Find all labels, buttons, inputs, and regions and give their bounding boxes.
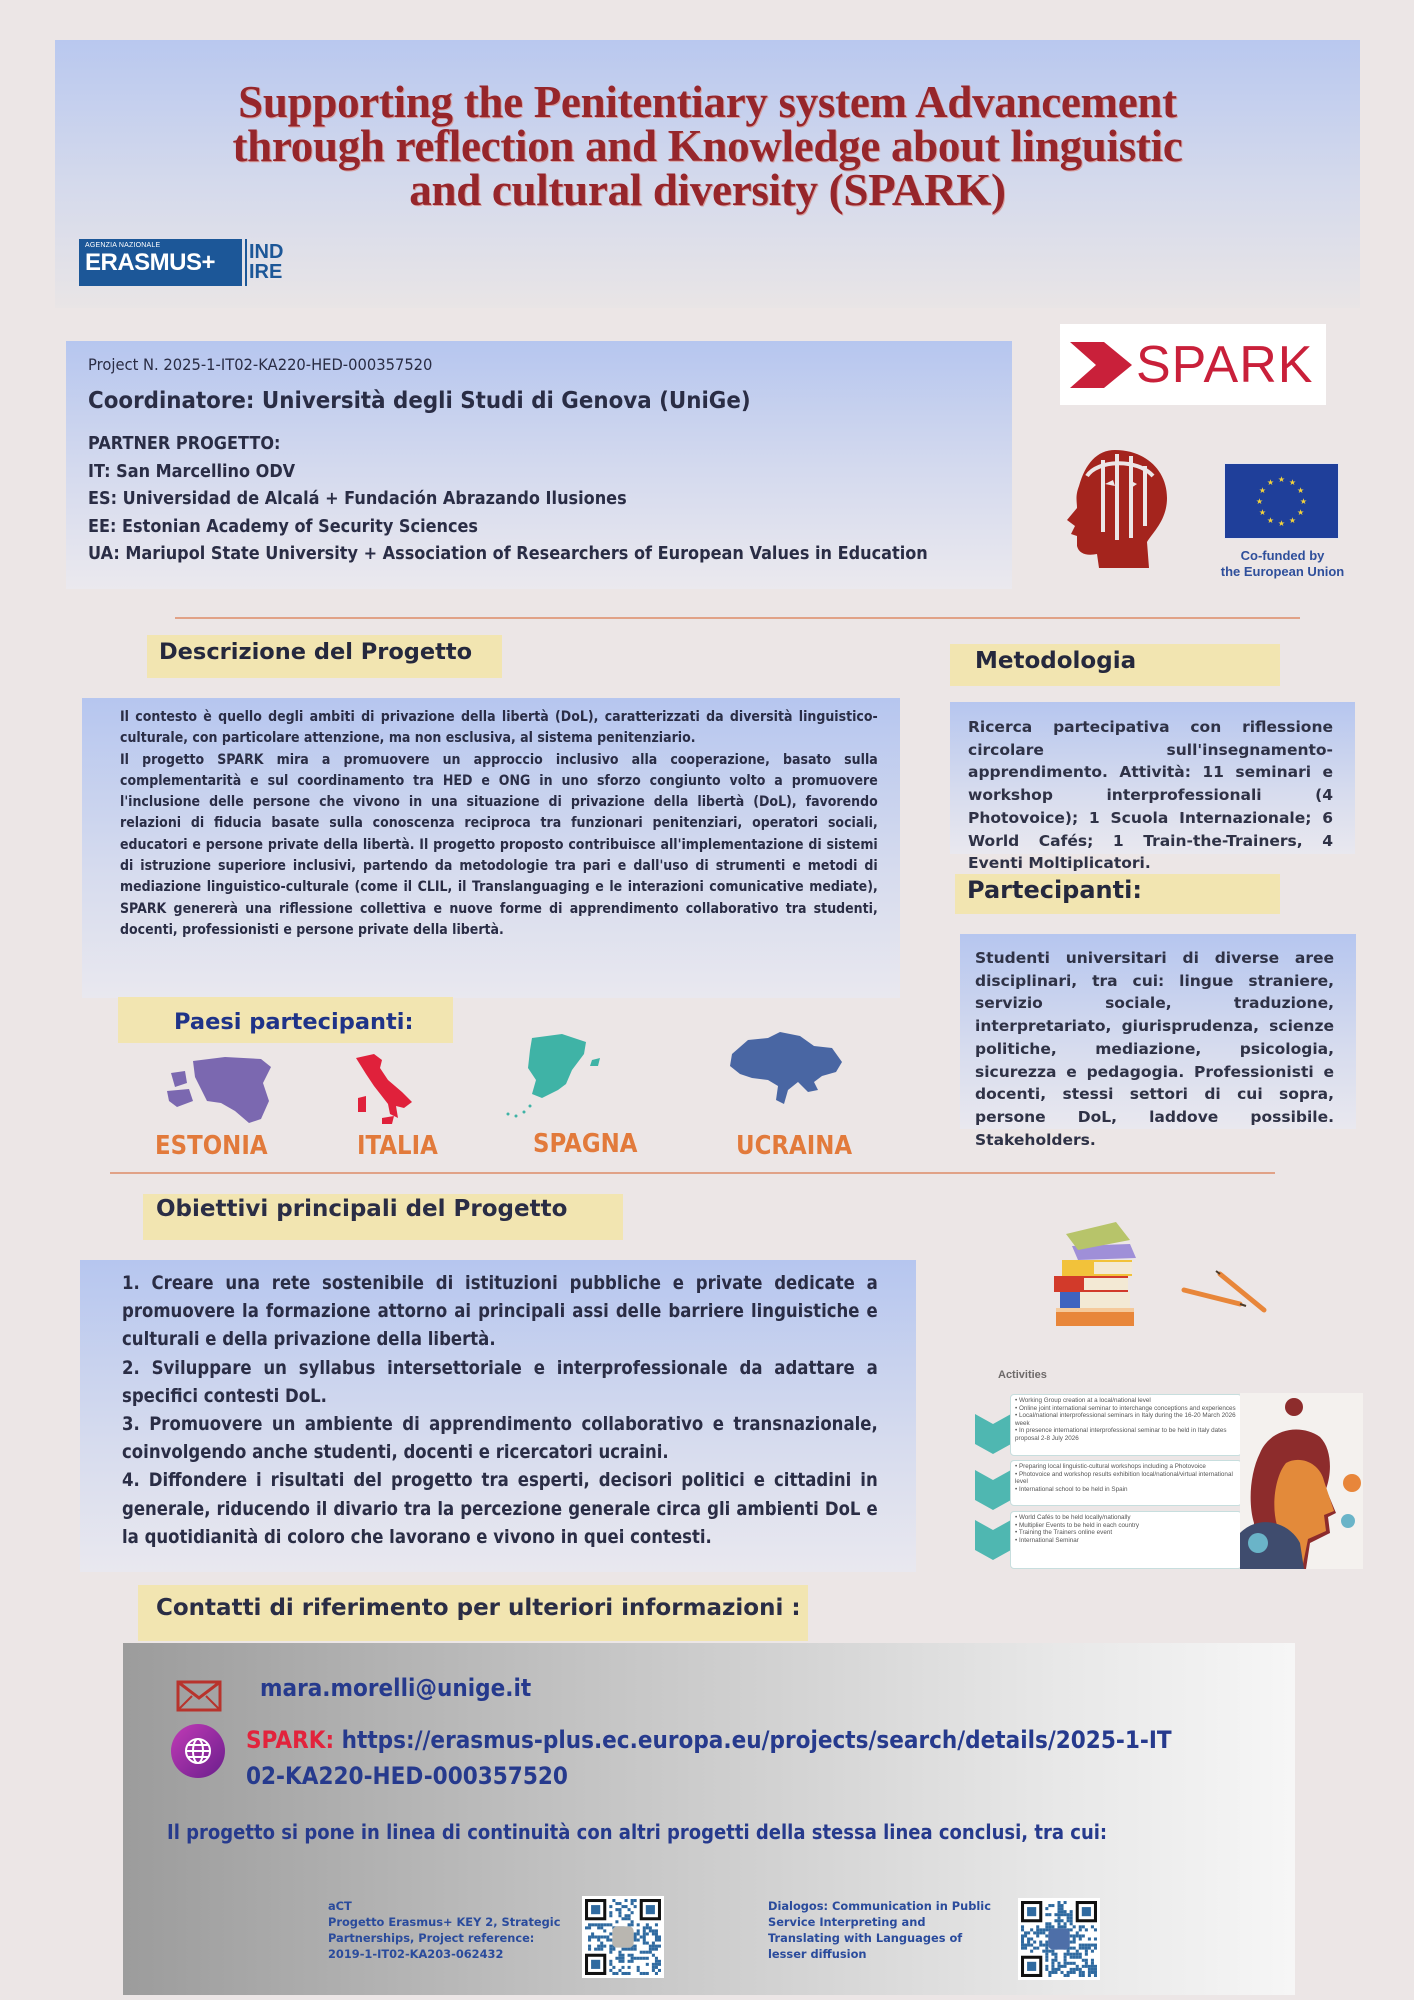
eu-star-icon: ★ [1299,497,1308,506]
erasmus-indire-logo [79,239,283,286]
related-project-line: lesser diffusion [768,1947,867,1961]
obiettivo-item: 3. Promuovere un ambiente di apprendimento collaborativo e transnazionale, coinvolgendo anche studenti, docenti e ricercatori ucraini. [122,1414,878,1464]
eu-stars-icon [1225,464,1338,538]
coordinator: Coordinatore: Università degli Studi di Genova (UniGe) [88,388,751,414]
contatti-title-text: Contatti di riferimento per ulteriori informazioni : [156,1595,801,1621]
activities-title: Activities [998,1369,1047,1381]
paesi-title [118,997,453,1043]
eu-caption-line: the European Union [1220,564,1345,579]
eu-star-icon: ★ [1258,486,1267,495]
metodologia-title [950,644,1280,686]
activity-item: • Working Group creation at a local/national level [1015,1397,1237,1405]
partecipanti-box [960,934,1356,1149]
activity-item: • International Seminar [1015,1537,1237,1545]
poster-title [55,77,1360,215]
descrizione-paragraph: Il contesto è quello degli ambiti di privazione della libertà (DoL), caratterizzati da diversità linguistico-culturale, con particolare attenzione, ma non esclusiva, al sistema penitenziario. [120,709,878,747]
partner-item: ES: Universidad de Alcalá + Fundación Abrazando Ilusiones [88,489,627,509]
spark-project-link[interactable] [246,1722,1182,1794]
obiettivo-item: 1. Creare una rete sostenibile di istituzioni pubbliche e private dedicate a promuovere la formazione attorno ai principali assi delle barriere linguistiche e culturali e della privazione della libertà. [122,1273,878,1351]
related-project-line: 2019-1-IT02-KA203-062432 [328,1947,504,1961]
descrizione-title [147,635,502,678]
title-line: through reflection and Knowledge about linguistic [232,121,1183,171]
globe-icon [170,1723,226,1779]
eu-cofunded-caption [1210,548,1355,580]
eu-flag [1224,463,1339,539]
books-icon [1050,1220,1145,1330]
mail-icon [176,1680,222,1712]
contatti-title [138,1585,808,1641]
activity-chevron-icon [975,1414,1011,1454]
eu-caption-line: Co-funded by [1240,548,1325,563]
activity-chevron-icon [975,1520,1011,1560]
activity-item: • Preparing local linguistic-cultural workshops including a Photovoice [1015,1463,1237,1471]
related-project-line: aCT [328,1899,352,1913]
obiettivi-box [80,1260,916,1572]
related-project-line: Translating with Languages of [768,1931,963,1945]
activity-item: • Online joint international seminar to interchange conceptions and experiences [1015,1405,1237,1413]
eu-star-icon: ★ [1277,475,1286,484]
qr-code-icon [1021,1901,1097,1977]
metodologia-text: Ricerca partecipativa con riflessione circolare sull'insegnamento-apprendimento. Attività: 11 seminari e workshop interprofessionali (4 Photovoice); 1 Scuola Internazionale; 6 World Cafés; 1 Train-the-Trainers, 4 Eventi Moltiplicatori. [968,718,1333,873]
partners-heading: PARTNER PROGETTO: [88,434,281,454]
related-project-line: Dialogos: Communication in Public [768,1899,991,1913]
country-label-ucraina: UCRAINA [736,1131,853,1161]
partecipanti-title [955,874,1280,914]
activity-item: • International school to be held in Spain [1015,1486,1237,1494]
eu-star-icon: ★ [1277,519,1286,528]
partner-item: IT: San Marcellino ODV [88,461,296,482]
erasmus-logo-box [79,239,242,286]
spark-logo-text: SPARK [1136,335,1314,394]
obiettivo-item: 4. Diffondere i risultati del progetto tra esperti, decisori politici e cittadini in generale, riducendo il divario tra la percezione generale circa gli ambienti DoL e la quotidianità di coloro che lavorano e vivono in quei contesti. [122,1470,878,1548]
qr-code-act[interactable] [582,1896,664,1978]
eu-star-icon: ★ [1266,477,1275,487]
descrizione-title-text: Descrizione del Progetto [159,639,473,665]
partner-item: EE: Estonian Academy of Security Sciences [88,516,479,537]
activity-group-second-year [1010,1460,1242,1506]
spain-map-icon [502,1032,606,1122]
related-project-line: Service Interpreting and [768,1915,926,1929]
poster-header [55,40,1360,308]
activity-group-third-year [1010,1511,1242,1569]
title-line: Supporting the Penitentiary system Advancement [238,77,1177,127]
project-info-box [66,341,1012,589]
country-label-italia: ITALIA [357,1131,438,1161]
related-project-line: Progetto Erasmus+ KEY 2, Strategic [328,1915,561,1929]
partecipanti-text: Studenti universitari di diverse aree disciplinari, tra cui: lingue straniere, servizio sociale, traduzione, interpretariato, giurisprudenza, scienze politiche, mediazione, psicologia, sicurezza e pedagogia. Professionisti e docenti, stessi settori di cui sopra, persone DoL, laddove possibile. Stakeholders. [975,949,1334,1149]
activity-item: • Local/national interprofessional seminars in Italy during the 16-20 March 2026 week [1015,1412,1237,1427]
partner-item: UA: Mariupol State University + Association of Researchers of European Values in Education [88,544,928,564]
qr-code-icon [585,1899,661,1975]
divider [175,617,1300,619]
erasmus-label: ERASMUS+ [85,249,216,276]
country-label-spagna: SPAGNA [533,1129,638,1159]
eu-star-icon: ★ [1255,497,1264,506]
indire-bottom: IRE [249,261,283,283]
divider [110,1172,1275,1174]
related-project-dialogos [768,1898,991,1962]
eu-star-icon: ★ [1258,508,1267,517]
activity-item: • World Cafés to be held locally/nationally [1015,1514,1237,1522]
obiettivo-item: 2. Sviluppare un syllabus intersettoriale e interprofessionale da adattare a specifici contesti DoL. [122,1357,878,1407]
metodologia-box [950,702,1355,873]
spark-logo [1060,324,1326,405]
activity-item: • Training the Trainers online event [1015,1529,1237,1537]
estonia-map-icon [165,1053,277,1125]
project-number: Project N. 2025-1-IT02-KA220-HED-000357520 [88,355,433,374]
indire-top: IND [249,241,284,263]
qr-code-dialogos[interactable] [1018,1898,1100,1980]
related-project-act [328,1898,560,1962]
activity-chevron-icon [975,1470,1011,1510]
eu-star-icon: ★ [1288,477,1297,487]
eu-star-icon: ★ [1296,508,1305,517]
metodologia-title-text: Metodologia [975,648,1137,674]
obiettivi-title [143,1194,623,1240]
indire-logo [245,239,283,286]
ukraine-map-icon [728,1030,846,1110]
link-label: SPARK: [246,1726,335,1754]
activity-group-first-year [1010,1394,1242,1456]
activity-item: • In presence international interprofessional seminar to be held in Italy dates proposal 2-8 July 2026 [1015,1427,1237,1442]
pencils-icon [1180,1270,1270,1320]
title-line: and cultural diversity (SPARK) [409,165,1006,215]
activity-item: • Photovoice and workshop results exhibition local/national/virtual international level [1015,1471,1237,1486]
continuity-text: Il progetto si pone in linea di continuità con altri progetti della stessa linea conclusi, tra cui: [167,1820,1108,1844]
country-label-estonia: ESTONIA [155,1131,268,1161]
related-project-line: Partnerships, Project reference: [328,1931,535,1945]
activity-item: • Multiplier Events to be held in each country [1015,1522,1237,1530]
paesi-title-text: Paesi partecipanti: [174,1009,414,1035]
descrizione-box [82,698,900,998]
partecipanti-title-text: Partecipanti: [967,876,1142,904]
faces-illustration [1240,1393,1363,1569]
descrizione-paragraph: Il progetto SPARK mira a promuovere un approccio inclusivo alla cooperazione, basato sulla complementarità e sul coordinamento tra HED e ONG in uno sforzo congiunto volto a promuovere l'inclusione delle persone che vivono in una situazione di privazione della libertà (DoL), favorendo relazioni di fiducia basate sulla conoscenza reciproca tra funzionari penitenziari, operatori sociali, educatori e persone private della libertà. Il progetto proposto contribuisce all'implementazione di sistemi di istruzione superiore inclusivi, partendo da metodologie tra pari e dall'uso di strumenti e metodi di mediazione linguistico-culturale (come il CLIL, il Translanguaging e le interazioni comunicative mediate), SPARK genererà una riflessione collettiva e nuove forme di apprendimento collaborativo tra studenti, docenti, professionisti e persone private della libertà. [120,751,878,938]
eu-star-icon: ★ [1266,516,1275,526]
head-behind-bars-icon [1057,446,1171,569]
eu-star-icon: ★ [1296,486,1305,495]
email-link[interactable]: mara.morelli@unige.it [260,1674,532,1702]
spark-chevron-icon [1070,342,1132,388]
italy-map-icon [352,1052,414,1126]
eu-star-icon: ★ [1288,516,1297,526]
erasmus-agency-label: AGENZIA NAZIONALE [85,242,161,249]
obiettivi-title-text: Obiettivi principali del Progetto [156,1196,568,1222]
link-url: https://erasmus-plus.ec.europa.eu/projects/search/details/2025-1-IT02-KA220-HED-000357520 [246,1726,1172,1790]
